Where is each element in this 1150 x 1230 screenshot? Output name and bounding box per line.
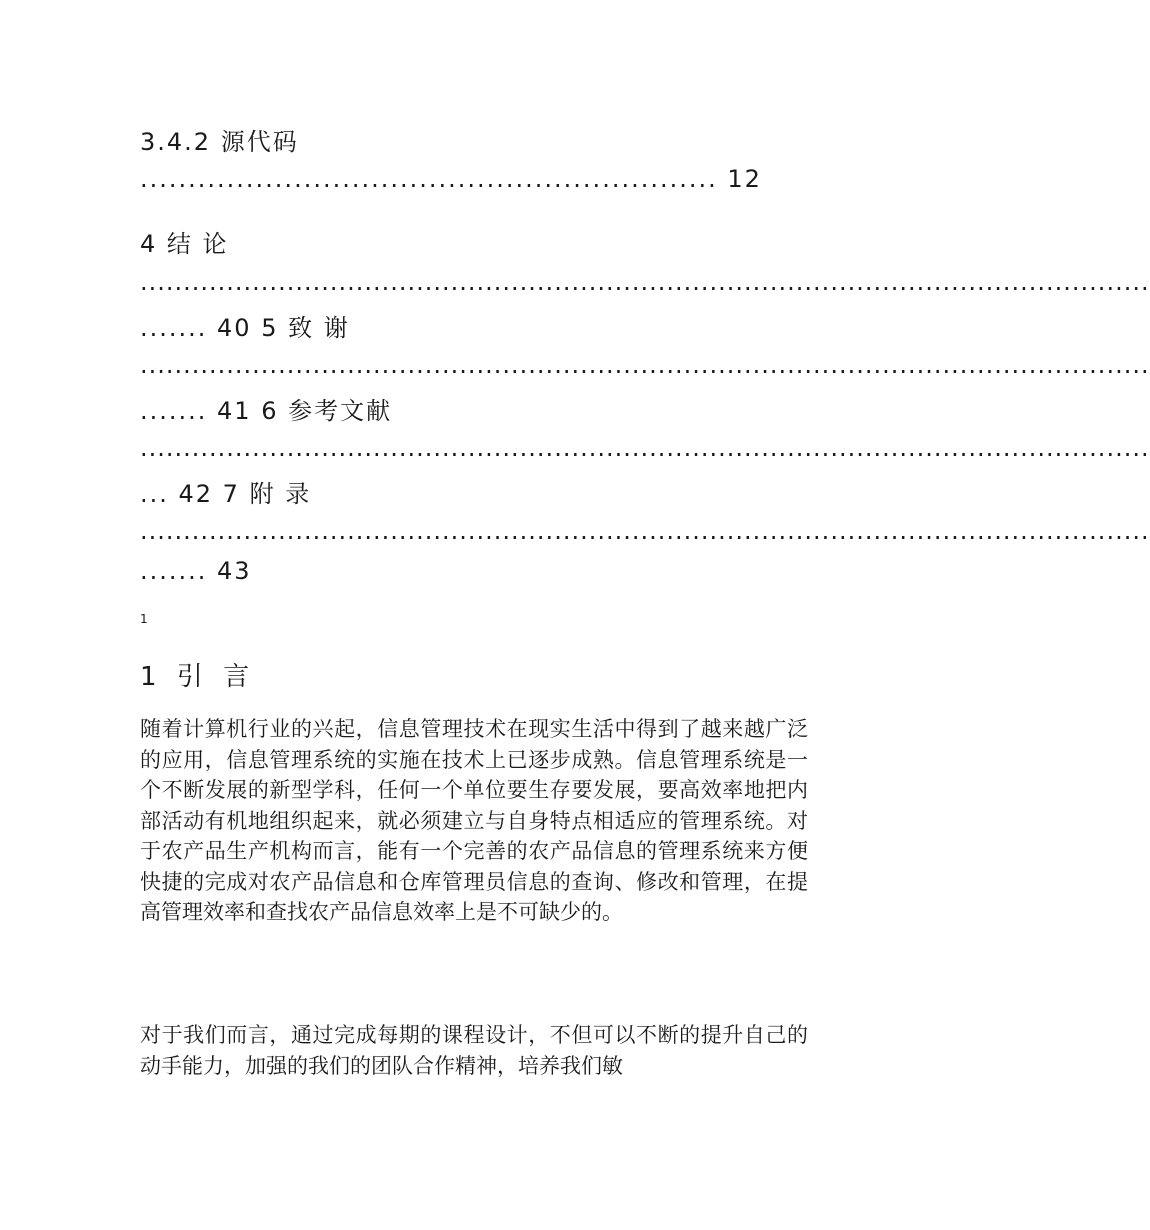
toc-entry-6: ....... 41 6 参考文献 bbox=[140, 397, 393, 425]
body-paragraph-1: 随着计算机行业的兴起，信息管理技术在现实生活中得到了越来越广泛的应用，信息管理系统的实施在技术上已逐步成熟。信息管理系统是一个不断发展的新型学科，任何一个单位要生存要发展，要高效率地把内部活动有机地组织起来，就必须建立与自身特点相适应的管理系统。对于农产品生产机构而言，能有一个完善的农产品信息的管理系统来方便快捷的完成对农产品信息和仓库管理员信息的查询、修改和管理，在提高管理效率和查找农产品信息效率上是不可缺少的。 bbox=[140, 717, 808, 924]
toc-dots-3-4-2: ............................................................ 12 bbox=[140, 165, 762, 193]
toc-dots-line: ..................................................................................................................... bbox=[140, 351, 1150, 379]
toc-entry-3-4-2: 3.4.2 源代码 bbox=[140, 128, 299, 156]
toc-dots-line: ..................................................................................................................... bbox=[140, 434, 1150, 462]
page-number: 1 bbox=[140, 612, 148, 626]
toc-entry-end: ....... 43 bbox=[140, 557, 252, 585]
body-paragraph-2: 对于我们而言，通过完成每期的课程设计，不但可以不断的提升自己的动手能力，加强的我们的团队合作精神，培养我们敏 bbox=[140, 1023, 808, 1078]
toc-dots-line: ..................................................................................................................... bbox=[140, 517, 1150, 545]
toc-dots-line: ..................................................................................................................... bbox=[140, 268, 1150, 296]
toc-entry-4: 4 结 论 bbox=[140, 230, 229, 258]
section-heading: 1 引 言 bbox=[140, 662, 256, 692]
toc-entry-7: ... 42 7 附 录 bbox=[140, 480, 312, 508]
toc-entry-5: ....... 40 5 致 谢 bbox=[140, 314, 350, 342]
